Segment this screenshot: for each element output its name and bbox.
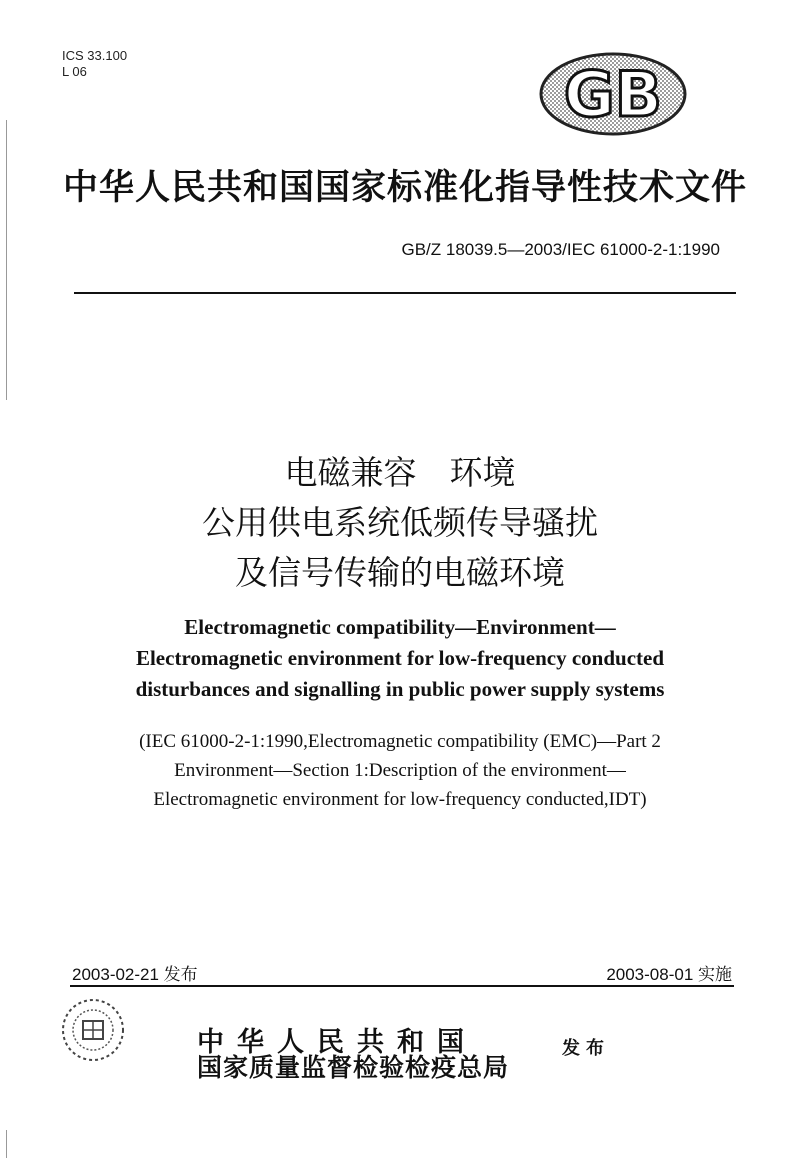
issuer-agency: 国家质量监督检验检疫总局 [197, 1053, 510, 1082]
publish-label: 发布 [562, 1038, 610, 1059]
english-title-line: Electromagnetic compatibility—Environment— [184, 615, 616, 639]
header-divider [74, 292, 736, 294]
ics-code: ICS 33.100 [62, 48, 128, 63]
seal-icon [58, 995, 128, 1065]
english-title [60, 612, 740, 705]
chinese-title-line: 及信号传输的电磁环境 [235, 553, 565, 592]
chinese-title [100, 448, 700, 598]
chinese-title-line: 电磁兼容 环境 [284, 453, 516, 492]
standard-number: GB/Z 18039.5—2003/IEC 61000-2-1:1990 [401, 240, 720, 259]
english-title-line: Electromagnetic environment for low-frequency conducted [135, 646, 665, 670]
iec-reference [60, 727, 740, 814]
issue-date: 2003-02-21 发布 [72, 965, 198, 984]
scan-edge-mark [6, 1130, 7, 1158]
scan-edge-mark [6, 120, 7, 400]
gb-logo [538, 52, 688, 136]
chinese-title-line: 公用供电系统低频传导骚扰 [202, 503, 598, 542]
implementation-date: 2003-08-01 实施 [606, 965, 732, 984]
iec-reference-line: Electromagnetic environment for low-frequency conducted,IDT) [153, 789, 647, 810]
iec-reference-line: (IEC 61000-2-1:1990,Electromagnetic compatibility (EMC)—Part 2 [139, 731, 661, 752]
classification-block [62, 48, 127, 80]
gb-logo-text: GB [563, 58, 663, 131]
iec-reference-line: Environment—Section 1:Description of the environment— [174, 760, 626, 781]
class-code: L 06 [62, 64, 87, 79]
english-title-line: disturbances and signalling in public power supply systems [135, 677, 665, 701]
issuer-country: 中华人民共和国 [197, 1027, 477, 1058]
footer-divider [70, 985, 734, 987]
document-type-title: 中华人民共和国国家标准化指导性技术文件 [62, 167, 747, 208]
